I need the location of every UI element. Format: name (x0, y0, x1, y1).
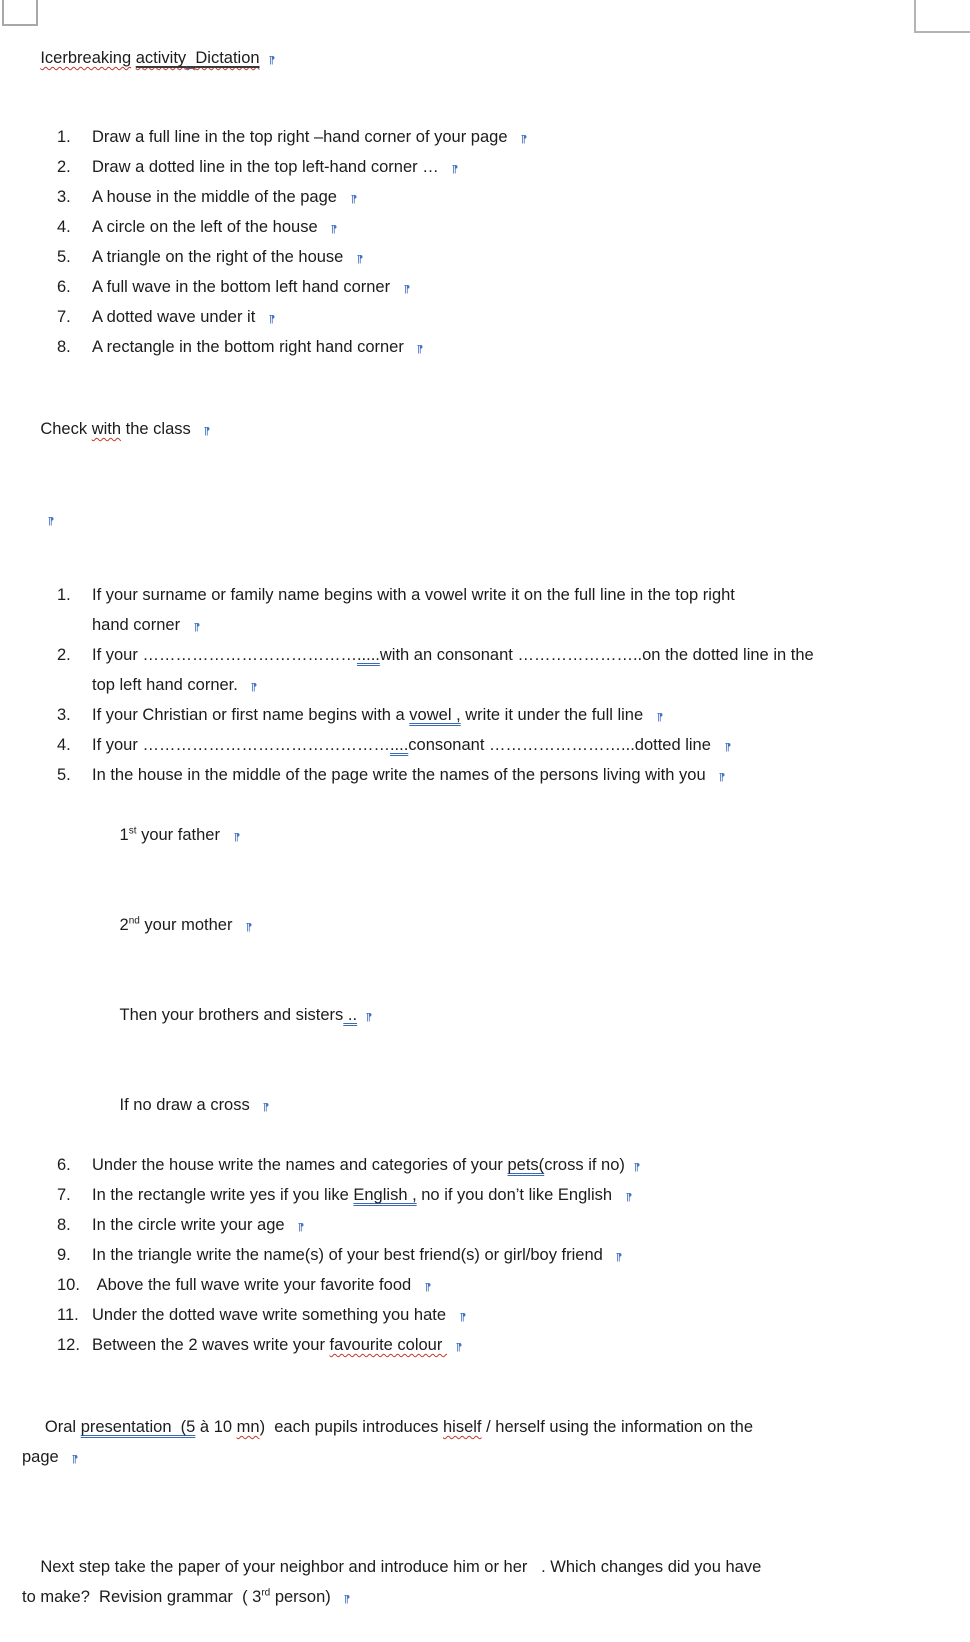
text-run: In the triangle write the name(s) of your best friend(s) or girl/boy friend (92, 1246, 608, 1264)
list-item-text (92, 580, 942, 640)
text-run: Under the dotted wave write something you hate (92, 1306, 451, 1324)
list-item-text (92, 332, 942, 362)
paragraph-mark-icon: ¶ (724, 741, 731, 753)
text-run: Above the full wave write your favorite food (92, 1276, 416, 1294)
next-step-paragraph (22, 1522, 942, 1642)
list-number: 2. (57, 158, 71, 176)
list-number: 6. (57, 1156, 71, 1174)
list-number: 4. (57, 218, 71, 236)
grammar-marked-text: English , (353, 1186, 417, 1204)
list-item-text (92, 700, 942, 730)
list-item-text (92, 272, 942, 302)
text-run: Draw a full line in the top right –hand corner of your page (92, 128, 513, 146)
list-item-text (92, 1270, 942, 1300)
text-run: / herself using the information on the (481, 1418, 754, 1436)
grammar-marked-text: vowel , (409, 706, 461, 724)
ordinal-suffix: rd (261, 1587, 271, 1599)
text-run: no if you don’t like English (416, 1186, 617, 1204)
paragraph-mark-icon: ¶ (263, 1101, 270, 1113)
list-number: 8. (57, 1216, 71, 1234)
text-run: write it under the full line (460, 706, 648, 724)
paragraph-mark-icon: ¶ (656, 711, 663, 723)
grammar-marked-text: pets( (507, 1156, 545, 1174)
text-run: A house in the middle of the page (92, 188, 342, 206)
list-item (22, 1210, 942, 1240)
paragraph-mark-icon: ¶ (616, 1251, 623, 1263)
empty-paragraph (22, 474, 942, 564)
list-number: 1. (57, 128, 71, 146)
text-run: If your Christian or first name begins with a (92, 706, 410, 724)
list-item (22, 332, 942, 362)
paragraph-mark-icon: ¶ (633, 1161, 640, 1173)
list-number: 12. (57, 1336, 80, 1354)
paragraph-mark-icon: ¶ (424, 1281, 431, 1293)
list-item-text (92, 640, 942, 700)
text-run: the class (121, 420, 196, 438)
list-item (22, 730, 942, 760)
oral-presentation-paragraph (22, 1382, 942, 1502)
text-run: your father (136, 826, 225, 844)
dot-leader: ………………………………… (142, 646, 357, 664)
text-run: Then your brothers and sisters (119, 1006, 344, 1024)
paragraph-mark-icon: ¶ (344, 1593, 351, 1605)
list-number: 7. (57, 308, 71, 326)
list-number: 8. (57, 338, 71, 356)
text-run: Oral (40, 1418, 81, 1436)
paragraph-mark-icon: ¶ (455, 1341, 462, 1353)
text-run: consonant (408, 736, 490, 754)
list-item (22, 760, 942, 790)
text-run: page (22, 1448, 64, 1466)
text-run: hand corner (92, 616, 185, 634)
list-item (22, 212, 942, 242)
text-run: .dotted line (630, 736, 716, 754)
list-number: 9. (57, 1246, 71, 1264)
title-word-dictation: Dictation (195, 49, 260, 67)
list-item (22, 640, 942, 700)
text-run: If no draw a cross (119, 1096, 255, 1114)
paragraph-mark-icon: ¶ (719, 771, 726, 783)
paragraph-mark-icon: ¶ (72, 1453, 79, 1465)
list-item (22, 1300, 942, 1330)
list-number: 6. (57, 278, 71, 296)
list-number: 7. (57, 1186, 71, 1204)
list-number: 10. (57, 1276, 80, 1294)
misspelled-word: mn (236, 1418, 260, 1436)
list-item-text (92, 242, 942, 272)
list-item (22, 580, 942, 640)
paragraph-mark-icon: ¶ (356, 253, 363, 265)
list-number: 5. (57, 248, 71, 266)
text-run: In the house in the middle of the page write the names of the persons living with you (92, 766, 711, 784)
paragraph-mark-icon: ¶ (193, 621, 200, 633)
paragraph-mark-icon: ¶ (403, 283, 410, 295)
list-item-text (92, 730, 942, 760)
paragraph-mark-icon: ¶ (331, 223, 338, 235)
title-gap (186, 49, 195, 69)
text-run: person) (270, 1588, 336, 1606)
paragraph-mark-icon: ¶ (459, 1311, 466, 1323)
list-item-text (92, 1330, 942, 1360)
dictation-list (22, 122, 942, 362)
paragraph-mark-icon: ¶ (251, 681, 258, 693)
paragraph-mark-icon: ¶ (452, 163, 459, 175)
text-run: with an consonant (379, 646, 518, 664)
text-run: A dotted wave under it (92, 308, 260, 326)
paragraph-mark-icon: ¶ (268, 313, 275, 325)
list-item-text (92, 182, 942, 212)
list-item (22, 1180, 942, 1210)
paragraph-mark-icon: ¶ (268, 54, 275, 66)
paragraph-mark-icon: ¶ (350, 193, 357, 205)
list-item-text (92, 1150, 942, 1180)
paragraph-mark-icon: ¶ (204, 425, 211, 437)
list-item-text (92, 1240, 942, 1270)
list-item (22, 1150, 942, 1180)
list-item-text (92, 1180, 942, 1210)
paragraph-mark-icon: ¶ (233, 831, 240, 843)
paragraph-mark-icon: ¶ (48, 515, 55, 527)
list-item-text (92, 122, 942, 152)
title-word-activity: activity (135, 49, 187, 67)
text-run: ) each pupils introduces (259, 1418, 443, 1436)
text-run: If your surname or family name begins with a vowel write it on the full line in the top right (92, 586, 735, 604)
list-item (22, 1330, 942, 1360)
list-item-text (92, 212, 942, 242)
list-number: 1. (57, 586, 71, 604)
misspelled-word: favourite colour (329, 1336, 447, 1354)
list-item (22, 242, 942, 272)
text-run: A full wave in the bottom left hand corner (92, 278, 395, 296)
list-item-text (92, 1300, 942, 1330)
grammar-marked-text: presentation (5 (80, 1418, 196, 1436)
list-number: 5. (57, 766, 71, 784)
grammar-marked-text: .... (389, 736, 409, 754)
title-underlined-group (136, 49, 260, 69)
misspelled-word: hiself (443, 1418, 482, 1436)
text-run: cross if no) (544, 1156, 625, 1174)
list-number: 4. (57, 736, 71, 754)
text-run: 2 (119, 916, 129, 934)
text-run: Under the house write the names and categories of your (92, 1156, 508, 1174)
text-run: A circle on the left of the house (92, 218, 323, 236)
text-run: If your (92, 646, 143, 664)
paragraph-mark-icon: ¶ (625, 1191, 632, 1203)
list-item-text (92, 302, 942, 332)
misspelled-word: with (91, 420, 122, 438)
sub-item-cross (22, 1060, 942, 1150)
list-number: 11. (57, 1306, 79, 1324)
paragraph-mark-icon: ¶ (246, 921, 252, 933)
text-run: top left hand corner. (92, 676, 243, 694)
list-item (22, 1270, 942, 1300)
check-with-class-line (22, 384, 942, 474)
list-item (22, 272, 942, 302)
grammar-marked-text: ..... (356, 646, 380, 664)
ordinal-suffix: st (128, 825, 137, 837)
text-run: Between the 2 waves write your (92, 1336, 330, 1354)
text-run: your mother (139, 916, 238, 934)
text-run: In the circle write your age (92, 1216, 290, 1234)
sub-item-mother (22, 880, 942, 970)
list-number: 3. (57, 706, 71, 724)
list-number: 3. (57, 188, 71, 206)
page-title (22, 13, 942, 103)
dot-leader: …………………. (517, 646, 638, 664)
text-run: Check (40, 420, 92, 438)
paragraph-mark-icon: ¶ (521, 133, 527, 145)
list-item (22, 700, 942, 730)
instructions-list (22, 580, 942, 1360)
text-run: .on the dotted line in the (637, 646, 814, 664)
list-item (22, 302, 942, 332)
list-item-text (92, 152, 942, 182)
grammar-marked-text: .. (343, 1006, 358, 1024)
paragraph-mark-icon: ¶ (298, 1221, 305, 1233)
dot-leader: ……………………………………… (142, 736, 390, 754)
list-item (22, 152, 942, 182)
text-run: 1 (119, 826, 129, 844)
dot-leader: …………………….. (489, 736, 631, 754)
text-run: to make? Revision grammar ( 3 (22, 1588, 262, 1606)
sub-item-father (22, 790, 942, 880)
title-word-misspelled: Icerbreaking (40, 49, 132, 67)
text-run: A triangle on the right of the house (92, 248, 348, 266)
text-run: Next step take the paper of your neighbor and introduce him or her . Which changes did you have (40, 1558, 762, 1576)
list-item (22, 182, 942, 212)
list-item (22, 122, 942, 152)
paragraph-mark-icon: ¶ (366, 1011, 372, 1023)
ordinal-suffix: nd (128, 915, 140, 927)
text-run: à 10 (195, 1418, 237, 1436)
text-run: A rectangle in the bottom right hand corner (92, 338, 409, 356)
list-item-text (92, 760, 942, 790)
list-item (22, 1240, 942, 1270)
sub-item-siblings (22, 970, 942, 1060)
text-run: Draw a dotted line in the top left-hand corner … (92, 158, 444, 176)
text-run: If your (92, 736, 143, 754)
list-item-text (92, 1210, 942, 1240)
paragraph-mark-icon: ¶ (417, 343, 424, 355)
text-run: In the rectangle write yes if you like (92, 1186, 354, 1204)
list-number: 2. (57, 646, 71, 664)
